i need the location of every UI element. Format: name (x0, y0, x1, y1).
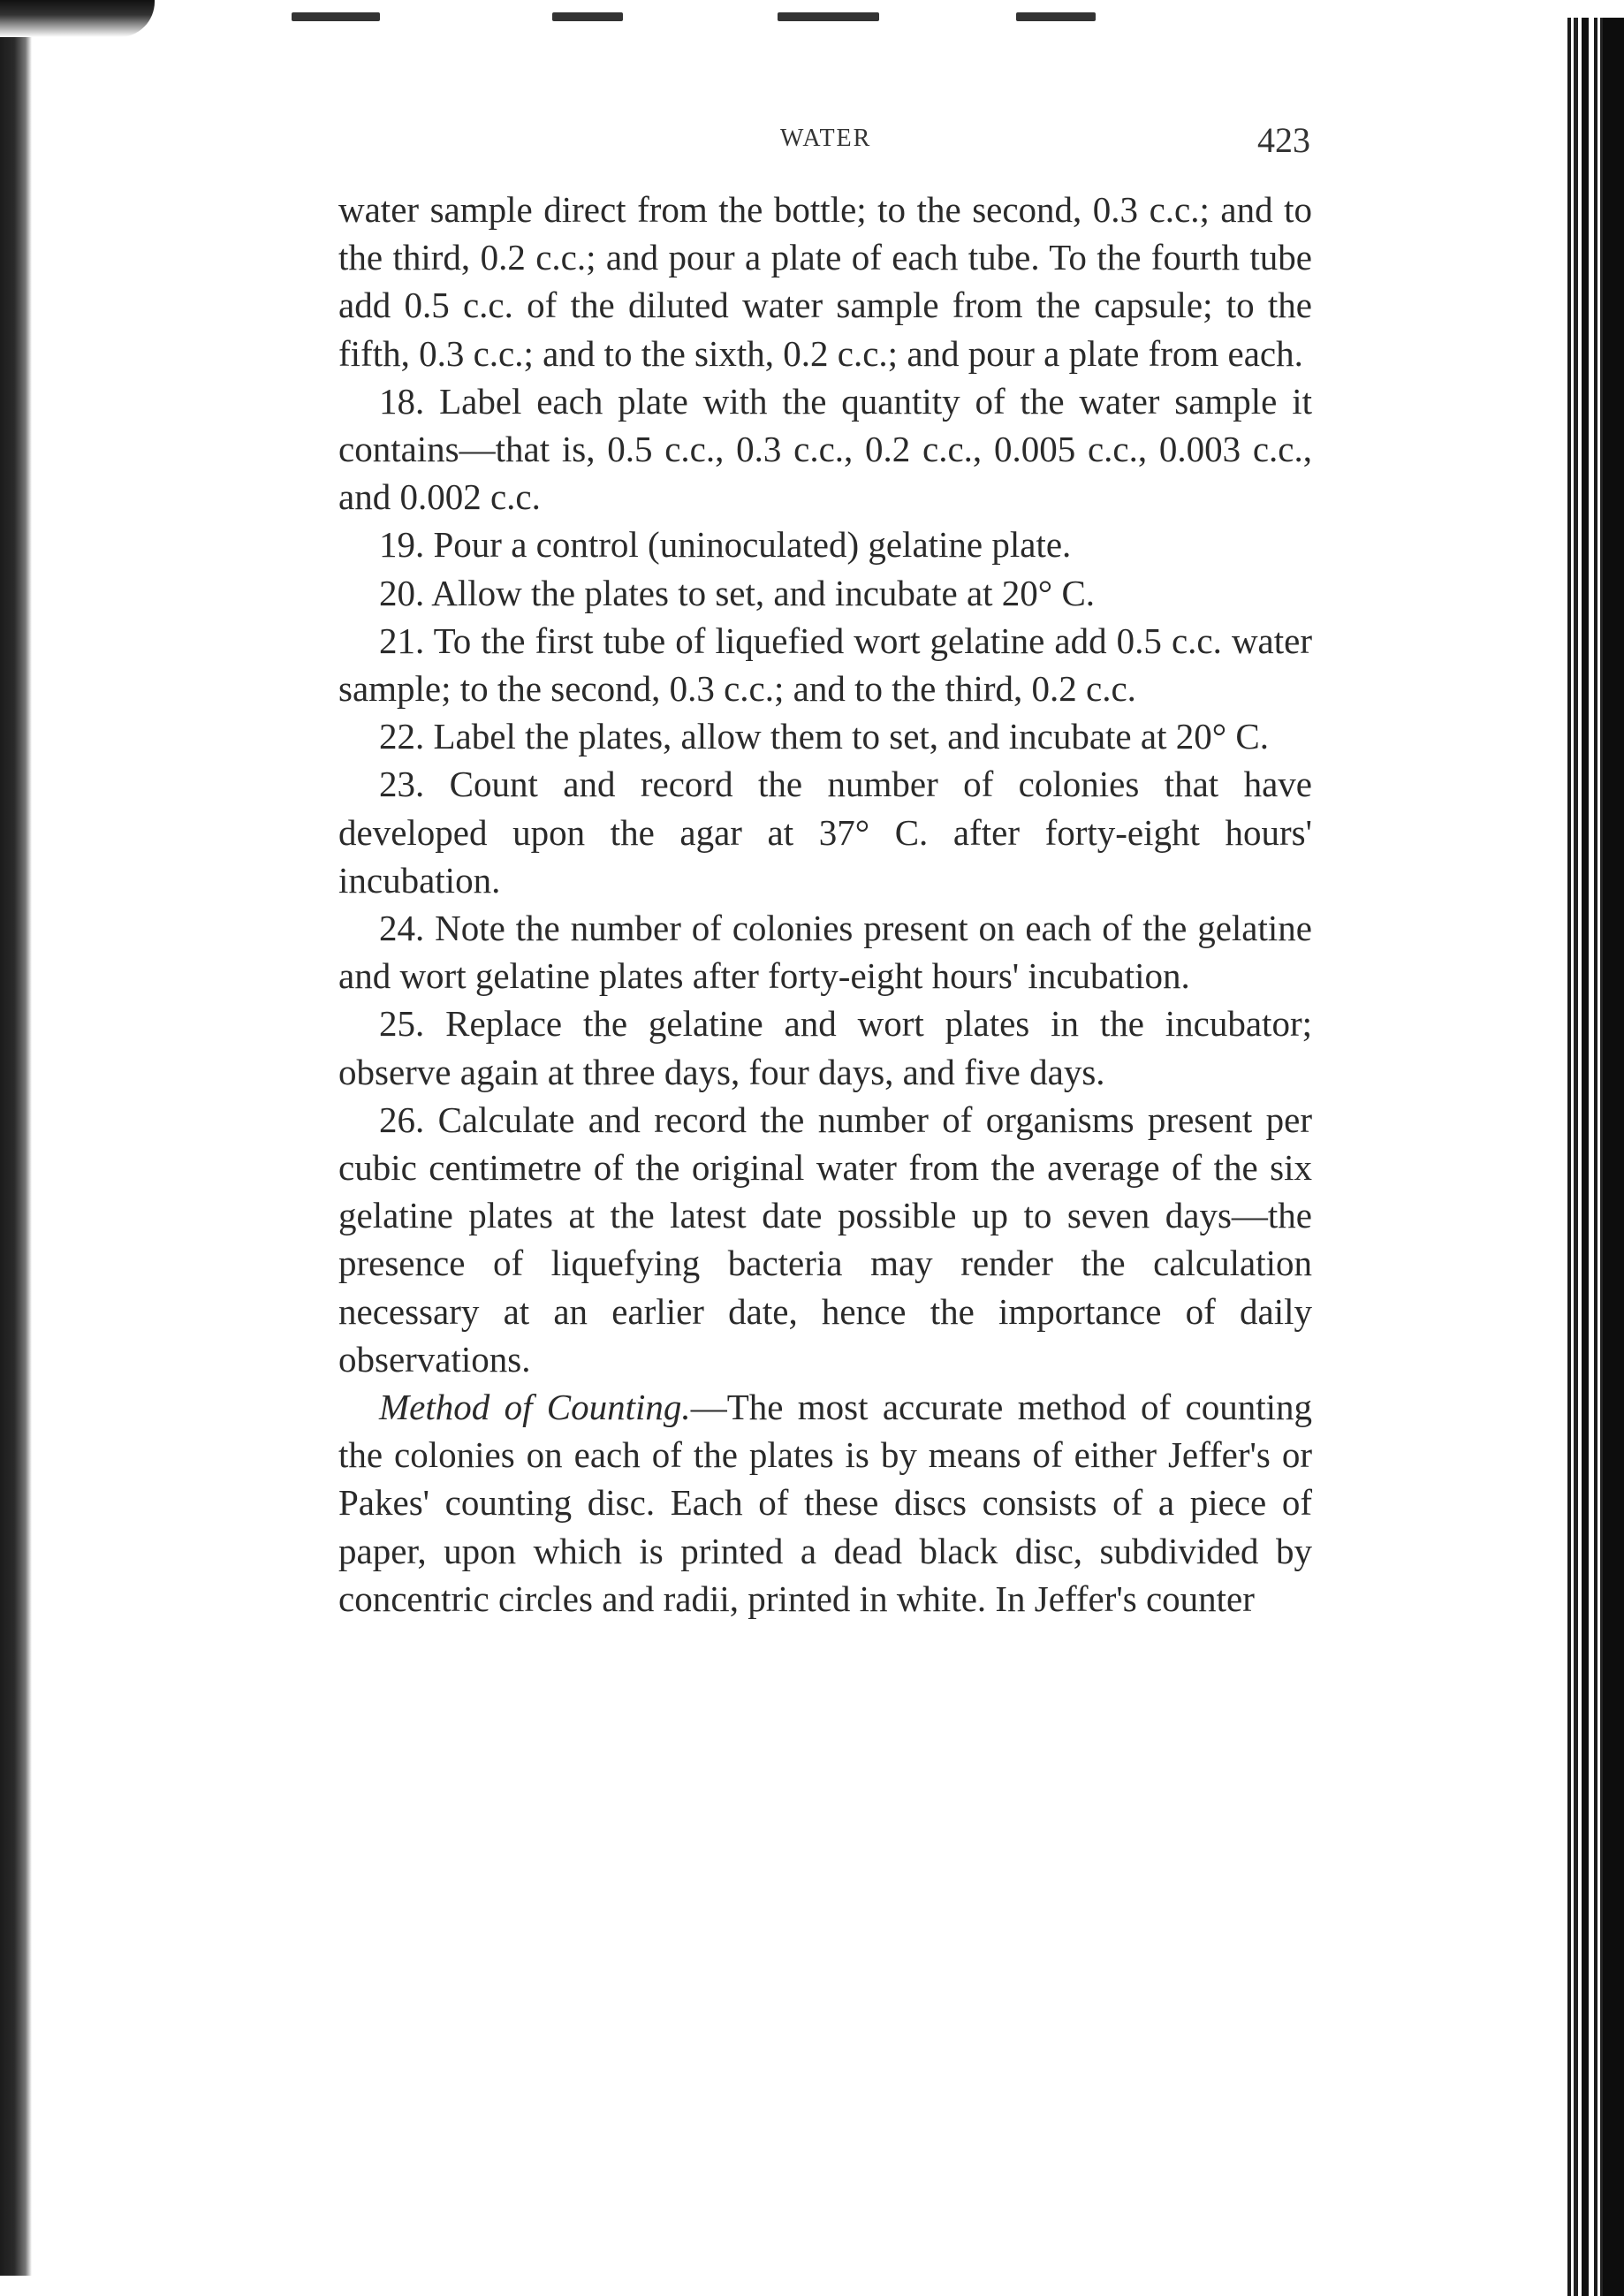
paragraph-step-20: 20. Allow the plates to set, and incubate at 20° C. (379, 572, 1096, 613)
method-heading: Method of Counting. (379, 1387, 691, 1428)
paragraph-step-24: 24. Note the number of colonies present on each of the gelatine and wort gelatine plates after forty-eight hours' incubation. (338, 908, 1312, 997)
body-text (338, 186, 1312, 1623)
scan-edge-left (0, 27, 32, 2276)
scan-edge-right-solid (1603, 18, 1624, 2296)
running-title: WATER (780, 125, 872, 152)
scan-edge-top-left (0, 0, 155, 37)
paragraph-continuation: water sample direct from the bottle; to the second, 0.3 c.c.; and to the third, 0.2 c.c.; and pour a plate of each tube. To the fourth tube add 0.5 c.c. of the diluted water sample from the capsule; to the fifth, 0.3 c.c.; and to the sixth, 0.2 c.c.; and pour a plate from each. (338, 189, 1312, 374)
paragraph-step-18: 18. Label each plate with the quantity of the water sample it contains—that is, 0.5 c.c., 0.3 c.c., 0.2 c.c., 0.005 c.c., 0.003 c.c., and 0.002 c.c. (338, 380, 1312, 518)
running-head (338, 119, 1310, 163)
paragraph-step-23: 23. Count and record the number of colonies that have developed upon the agar at 37° C. after forty-eight hours' incubation. (338, 764, 1312, 901)
scan-top-mark (778, 12, 879, 21)
method-text: —The most accurate method of counting the colonies on each of the plates is by means of either Jeffer's or Pakes' counting disc. Each of these discs consists of a piece of paper, upon which is printed a dead black disc, subdivided by concentric circles and radii, printed in white. In Jeffer's counter (338, 1387, 1312, 1619)
page-number: 423 (1257, 120, 1310, 160)
paragraph-step-26: 26. Calculate and record the number of organisms present per cubic centimetre of the original water from the average of the six gelatine plates at the latest date possible up to seven days—the presence of liquefying bacteria may render the calculation necessary at an earlier date, hence the importance of daily observations. (338, 1099, 1312, 1380)
paragraph-step-25: 25. Replace the gelatine and wort plates in the incubator; observe again at three days, four days, and five days. (338, 1003, 1312, 1092)
scan-top-mark (552, 12, 623, 21)
paragraph-method-of-counting (338, 1383, 1312, 1623)
paragraph-step-22: 22. Label the plates, allow them to set, and incubate at 20° C. (379, 716, 1269, 757)
scan-top-mark (292, 12, 380, 21)
paragraph-step-21: 21. To the first tube of liquefied wort gelatine add 0.5 c.c. water sample; to the second, 0.3 c.c.; and to the third, 0.2 c.c. (338, 620, 1312, 710)
paragraph-step-19: 19. Pour a control (uninoculated) gelatine plate. (379, 524, 1072, 566)
scan-top-mark (1016, 12, 1096, 21)
